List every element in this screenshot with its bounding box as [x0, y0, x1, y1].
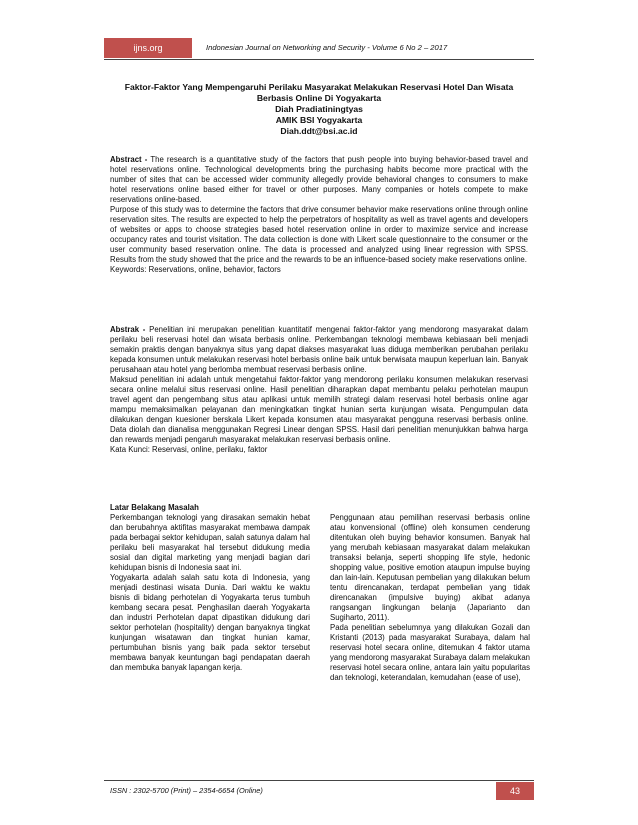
abstract-id-label: Abstrak -: [110, 325, 146, 334]
page-number: 43: [496, 782, 534, 800]
author-affiliation: AMIK BSI Yogyakarta: [275, 115, 363, 125]
abstract-id-paragraph-1: [110, 325, 528, 375]
keywords-id: Kata Kunci: Reservasi, online, perilaku, faktor: [110, 445, 268, 454]
left-paragraph-1: Perkembangan teknologi yang dirasakan semakin hebat dan berubahnya aktifitas masyarakat membawa dampak pada berbagai sektor kehidupan, salah satunya dalam hal perilaku beli masyarakat hal tersebut didukung media sosial dan digital marketing yang menjadi bagian dari kehidupan bisnis di Indonesia saat ini.: [110, 513, 310, 572]
right-column: [330, 513, 530, 683]
abstract-en-label: Abstract -: [110, 155, 148, 164]
paper-title-line-2: Berbasis Online Di Yogyakarta: [256, 93, 382, 103]
left-column: [110, 513, 310, 673]
section-heading: Latar Belakang Masalah: [110, 503, 199, 512]
page-header: [104, 38, 534, 58]
abstract-en-paragraph-2: Purpose of this study was to determine the factors that drive consumer behavior make reservations online through online reservation sites. The results are expected to help the perpetrators of hospitality as well as travel agents and developers of websites or apps to choose strategies based hotel reservation online in order to maximize service and increase occupancy rates and tourist visitation. The data collection is done with Likert scale questionnaire to the consumer or the user community based reservation online. The data is processed and analyzed using linear regression with SPSS. Results from the study showed that the price and the rewards to be an influence-based society make reservations online.: [110, 205, 528, 264]
abstract-id-paragraph-2: Maksud penelitian ini adalah untuk mengetahui faktor-faktor yang mendorong perilaku konsumen melakukan reservasi secara online melalui situs reservasi online. Hasil penelitian diharapkan dapat membantu pelaku perhotelan maupun travel agent dan pengembang situs atau aplikasi untuk memilih strategi dalam reservasi hotel berbasis online agar mampu memaksimalkan pelayanan dan meningkatkan tingkat hunian serta kunjungan wisata. Pengumpulan data dilakukan dengan kuesioner berskala Likert kepada konsumen atau masyarakat pengguna reservasi berbasis online. Data diolah dan dianalisa menggunakan Regresi Linear dengan SPSS. Hasil dari penelitian menunjukkan bahwa harga dan rewards menjadi pengaruh masyarakat melakukan reservasi berbasis online.: [110, 375, 528, 444]
journal-name: Indonesian Journal on Networking and Security - Volume 6 No 2 – 2017: [206, 43, 448, 52]
keywords-en: Keywords: Reservations, online, behavior, factors: [110, 265, 281, 274]
abstract-indonesian: [110, 325, 528, 455]
author-email[interactable]: Diah.ddt@bsi.ac.id: [280, 126, 358, 136]
site-tag[interactable]: ijns.org: [104, 38, 192, 58]
abstract-en-paragraph-1: [110, 155, 528, 205]
abstract-id-text-1: Penelitian ini merupakan penelitian kuantitatif mengenai faktor-faktor yang mendorong masyarakat dalam perilaku beli reservasi hotel dan wisata berbasis online. Perkembangan teknologi membawa kebiasaan beli menjadi semakin praktis dengan banyaknya situs yang dapat diakses masyarakat luas diduga memberikan perubahan perilaku kepada konsumen untuk melakukan reservasi hotel berbasis online baik untuk berwisata maupun keperluan lain. Banyak perusahaan atau hotel yang berlomba membuat reservasi berbasis online.: [110, 325, 529, 374]
header-rule: [104, 59, 534, 60]
footer-rule: [104, 780, 534, 781]
right-paragraph-2: Pada penelitian sebelumnya yang dilakukan Gozali dan Kristanti (2013) pada masyarakat Surabaya, dalam hal reservasi hotel secara online, ditemukan 4 faktor utama yang mendorong masyarakat Surabaya dalam melakukan reservasi hotel secara online, antara lain yaitu popularitas dan teknologi, keterandalan, kemudahan (ease of use),: [330, 623, 530, 682]
right-paragraph-1: Penggunaan atau pemilihan reservasi berbasis online atau konvensional (offline) oleh konsumen cenderung ditentukan oleh buying behavior konsumen. Banyak hal yang merubah kebiasaan masyarakat dalam melakukan transaksi belanja, seperti shopping life style, hedonic shopping value, positive emotion ataupun impulse buying dan lain-lain. Keputusan pembelian yang dilakukan belum tentu direncanakan, terdapat pembelian yang tidak direncanakan (impulsive buying) akibat adanya rangsangan lingkungan belanja (Japarianto dan Sugiharto, 2011).: [330, 513, 530, 622]
author-name: Diah Pradiatiningtyas: [275, 104, 363, 114]
left-paragraph-2: Yogyakarta adalah salah satu kota di Indonesia, yang menjadi destinasi wisata Dunia. Dari waktu ke waktu bisnis di bidang perhotelan di Yogyakarta terus tumbuh kembang secara pesat. Penghasilan daerah Yogyakarta dan industri Perhotelan dapat dipastikan didukung dari sektor perhotelan (hospitality) dengan banyaknya tingkat kunjungan wisatawan dan tingkat hunian kamar, pertumbuhan bisnis yang baik pada sektor tersebut membawa banyak keuntungan bagi pendapatan daerah dan membuka banyak lapangan kerja.: [110, 573, 310, 672]
abstract-en-text-1: The research is a quantitative study of the factors that push people into buying behavior-based travel and hotel reservations online. Technological developments bring the purchasing habits become more practical with the number of sites that can be accessed wider community allegedly provide behavioral changes to consumers to make hotel reservations online based either for travel or other purposes. Many companies or hotels compete to make reservations online-based.: [110, 155, 528, 204]
issn-line: ISSN : 2302-5700 (Print) – 2354-6654 (Online): [110, 786, 263, 795]
title-block: [110, 82, 528, 137]
abstract-english: [110, 155, 528, 275]
paper-title-line-1: Faktor-Faktor Yang Mempengaruhi Perilaku Masyarakat Melakukan Reservasi Hotel Dan Wisata: [124, 82, 514, 92]
